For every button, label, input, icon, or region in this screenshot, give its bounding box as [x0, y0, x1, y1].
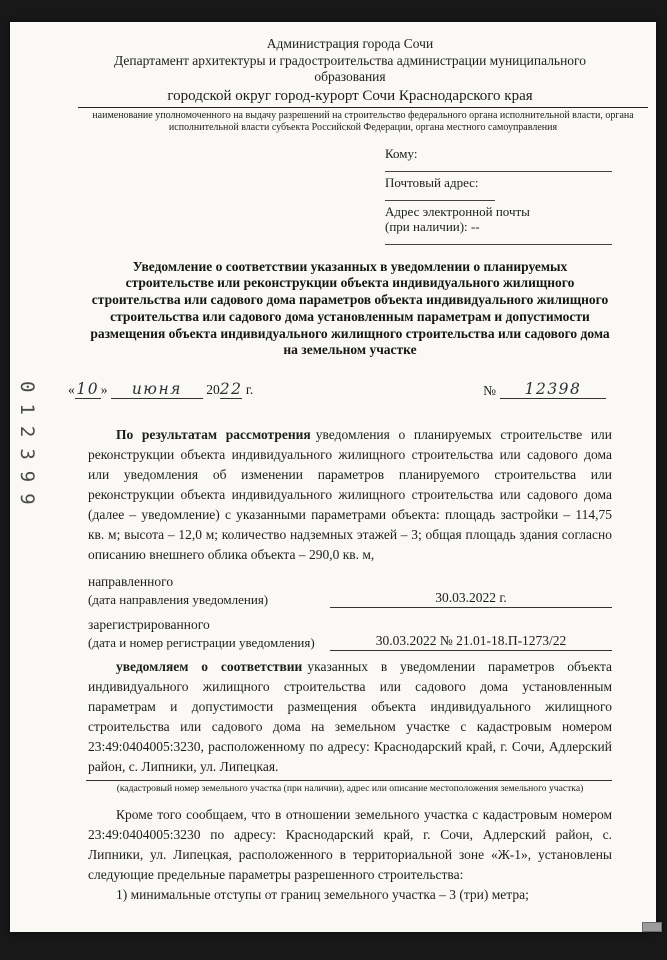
cadastral-divider: [86, 780, 612, 781]
header-caption: наименование уполномоченного на выдачу разрешений на строительство федерального органа исполнительной власти, органа исполнительной власти субъекта Российской Федерации, органа местного самоуправления: [92, 109, 634, 133]
body1-text: уведомления о планируемых строительстве или реконструкции объекта индивидуального жилищного строительства или садового дома или уведомления об изменении параметров планируемого строительства или реконструкции объекта индивидуального жилищного строительства или садового дома (далее – уведомление) с указанными параметрами объекта: площадь застройки – 114,75 кв. м; высота – 12,0 м; количество надземных этажей – 3; общая площадь здания согласно описанию внешнего облика объекта – 290,0 кв. м,: [88, 427, 613, 563]
date-year-handwritten: 22: [219, 380, 243, 399]
document-title: Уведомление о соответствии указанных в уведомлении о планируемых строительстве или реконструкции объекта индивидуального жилищного строительства или садового дома параметров объекта индивидуального жилищного строительства или садового дома установленным параметрам и допустимости размещения объекта индивидуального жилищного строительства или садового дома на земельном участке: [90, 258, 610, 358]
body1-bold-phrase: По результатам рассмотрения: [116, 427, 311, 443]
date-group: [68, 380, 253, 399]
directed-row: [88, 590, 612, 608]
registry-stamp-number: 012399: [16, 381, 38, 516]
registered-sublabel: (дата и номер регистрации уведомления): [88, 635, 315, 651]
directed-sublabel: (дата направления уведомления): [88, 592, 269, 608]
header-org-line1: Администрация города Сочи: [266, 36, 434, 51]
document-number-group: [483, 380, 606, 399]
document-header: [88, 36, 634, 135]
document-page: [10, 22, 656, 932]
date-open-quote: «: [68, 382, 75, 398]
cadastral-caption: (кадастровый номер земельного участка (при наличии), адрес или описание местоположения земельного участка): [116, 783, 584, 795]
recipient-email-label-line1: Адрес электронной почты: [385, 203, 530, 219]
date-close-quote: »: [100, 382, 108, 398]
recipient-postal-line: [385, 190, 495, 201]
header-divider: [78, 107, 648, 108]
date-year-prefix: 20: [206, 382, 220, 398]
registered-date-value: 30.03.2022 № 21.01-18.П-1273/22: [330, 633, 612, 651]
header-org-line3: городской округ город-курорт Сочи Краснодарского края: [167, 87, 533, 104]
recipient-postal-label: Почтовый адрес:: [385, 174, 479, 190]
header-org-line2: Департамент архитектуры и градостроительства администрации муниципального образования: [113, 52, 587, 84]
date-month-handwritten: июня: [131, 380, 182, 399]
date-day-handwritten: 10: [76, 380, 100, 399]
recipient-email-line: [385, 234, 612, 245]
body-list-item-1: 1) минимальные отступы от границ земельного участка – 3 (три) метра;: [116, 887, 529, 903]
body-paragraph-3: Кроме того сообщаем, что в отношении земельного участка с кадастровым номером 23:49:0404005:3230 по адресу: Краснодарский край, г. Сочи, Адлерский район, с. Липники, ул. Липецкая, расположенного в территориальной зоне «Ж-1», установлены следующие предельные параметры разрешенного строительства:: [88, 807, 612, 883]
scrollbar-thumb[interactable]: [642, 922, 662, 932]
body2-text: указанных в уведомлении параметров объекта индивидуального жилищного строительства или садового дома установленным параметрам и допустимости размещения объекта индивидуального жилищного строительства или садового дома на земельном участке с кадастровым номером 23:49:0404005:3230, расположенному по адресу: Краснодарский край, г. Сочи, Адлерский район, с. Липники, ул. Липецкая.: [88, 659, 613, 775]
body2-bold-phrase: уведомляем о соответствии: [116, 659, 303, 675]
recipient-to-line: [385, 161, 612, 172]
recipient-block: [385, 146, 612, 245]
date-year-unit: г.: [245, 382, 254, 398]
registered-row: [88, 633, 612, 651]
recipient-to-label: Кому:: [385, 145, 418, 161]
number-sign: №: [483, 383, 496, 399]
directed-date-value: 30.03.2022 г.: [330, 590, 612, 608]
recipient-email-label-line2: (при наличии): --: [385, 218, 480, 234]
body-paragraph-1: [88, 425, 612, 565]
document-number-handwritten: 12398: [524, 380, 582, 399]
body-paragraph-2: [88, 657, 612, 777]
directed-label: направленного: [88, 574, 174, 590]
registered-label: зарегистрированного: [88, 617, 210, 633]
date-number-row: [68, 380, 612, 399]
